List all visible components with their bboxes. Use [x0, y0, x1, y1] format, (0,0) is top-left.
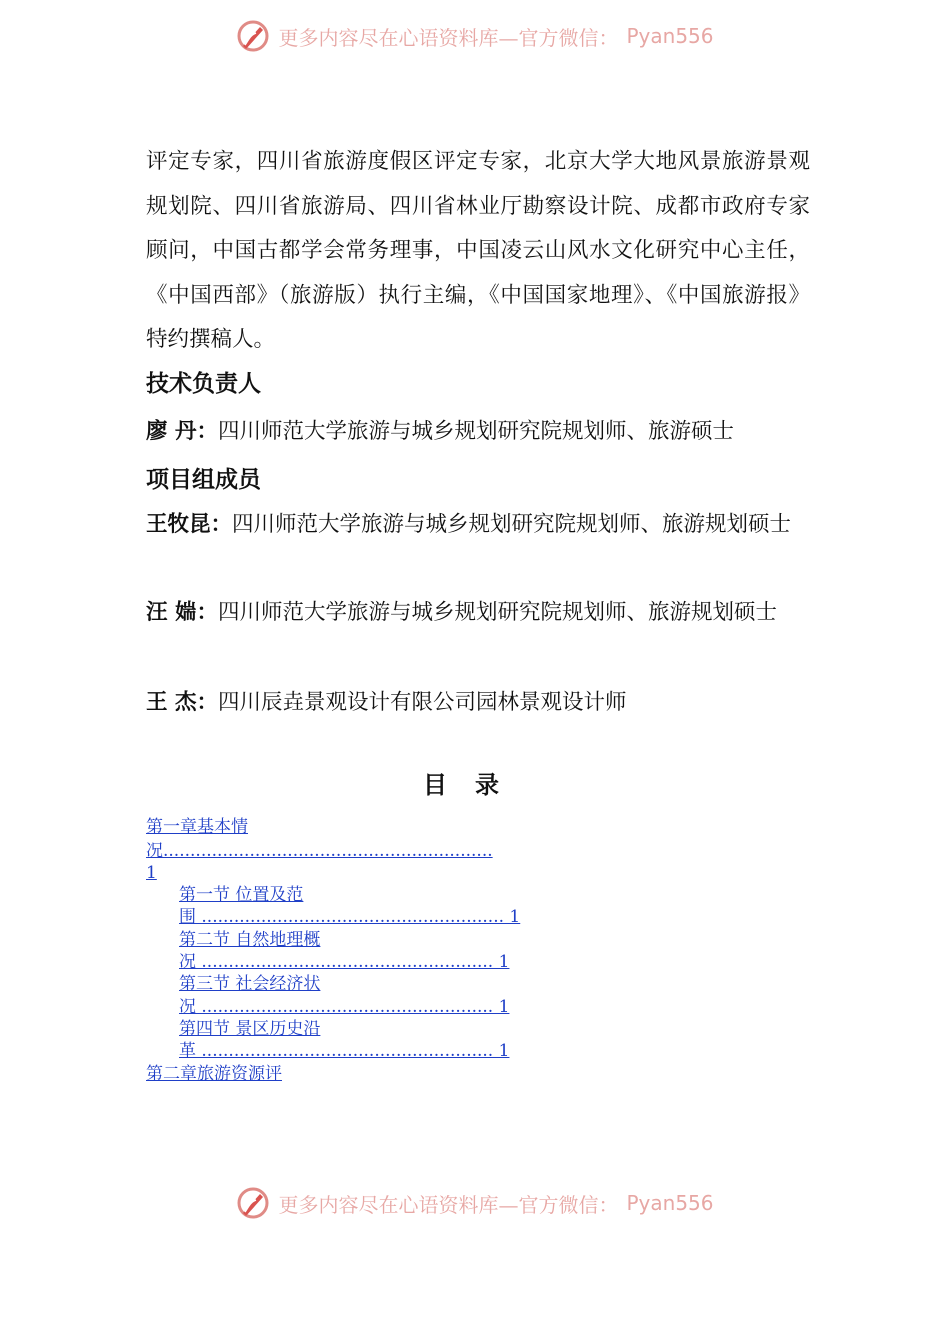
- person-description: 四川师范大学旅游与城乡规划研究院规划师、旅游硕士: [218, 419, 735, 444]
- person-entry: [146, 591, 810, 636]
- person-name: 王 杰：: [146, 690, 218, 715]
- toc-link-chapter-2[interactable]: 第二章旅游资源评: [146, 1064, 282, 1084]
- watermark-text: 更多内容尽在心语资料库—官方微信：: [278, 25, 619, 50]
- person-description: 四川辰垚景观设计有限公司园林景观设计师: [218, 690, 627, 715]
- watermark-wechat: Pyan556: [626, 1191, 714, 1215]
- person-description: 四川师范大学旅游与城乡规划研究院规划师、旅游规划硕士: [218, 600, 778, 625]
- toc-link-section-1[interactable]: 第一节 位置及范: [179, 885, 304, 905]
- watermark-text: 更多内容尽在心语资料库—官方微信：: [278, 1192, 619, 1217]
- person-entry: [146, 410, 810, 455]
- toc-link-chapter-1[interactable]: 第一章基本情: [146, 817, 248, 837]
- watermark-header: [0, 16, 950, 56]
- person-name: 廖 丹：: [146, 419, 218, 444]
- intro-paragraph: 评定专家，四川省旅游度假区评定专家，北京大学大地风景旅游景观规划院、四川省旅游局、四川省林业厅勘察设计院、成都市政府专家顾问，中国古都学会常务理事，中国凌云山风水文化研究中心主任，《中国西部》（旅游版）执行主编，《中国国家地理》、《中国旅游报》特约撰稿人。: [146, 149, 810, 352]
- pen-logo-icon: [236, 19, 270, 53]
- toc-title: 目录: [423, 771, 527, 799]
- watermark-footer: [0, 1183, 950, 1223]
- toc-link-chapter-1-leader[interactable]: 况.............................................................: [146, 841, 493, 861]
- project-members-heading: 项目组成员: [146, 467, 261, 493]
- person-description: 四川师范大学旅游与城乡规划研究院规划师、旅游规划硕士: [232, 512, 792, 537]
- toc-link-section-3[interactable]: 第三节 社会经济状: [179, 974, 321, 994]
- person-entry: [146, 503, 810, 548]
- toc-link-section-1-leader[interactable]: 围 ........................................................ 1: [179, 907, 521, 927]
- toc-link-section-4-leader[interactable]: 革 ...................................................... 1: [179, 1041, 510, 1061]
- toc-link-section-2[interactable]: 第二节 自然地理概: [179, 930, 321, 950]
- toc-link-chapter-1-page[interactable]: 1: [146, 863, 157, 883]
- person-entry: [146, 681, 810, 726]
- technical-lead-heading: 技术负责人: [146, 371, 261, 397]
- pen-logo-icon: [236, 1186, 270, 1220]
- person-name: 王牧昆：: [146, 512, 233, 537]
- toc-link-section-4[interactable]: 第四节 景区历史沿: [179, 1019, 321, 1039]
- person-name: 汪 媏：: [146, 600, 218, 625]
- toc-link-section-2-leader[interactable]: 况 ...................................................... 1: [179, 952, 510, 972]
- toc-link-section-3-leader[interactable]: 况 ...................................................... 1: [179, 997, 510, 1017]
- watermark-wechat: Pyan556: [626, 24, 714, 48]
